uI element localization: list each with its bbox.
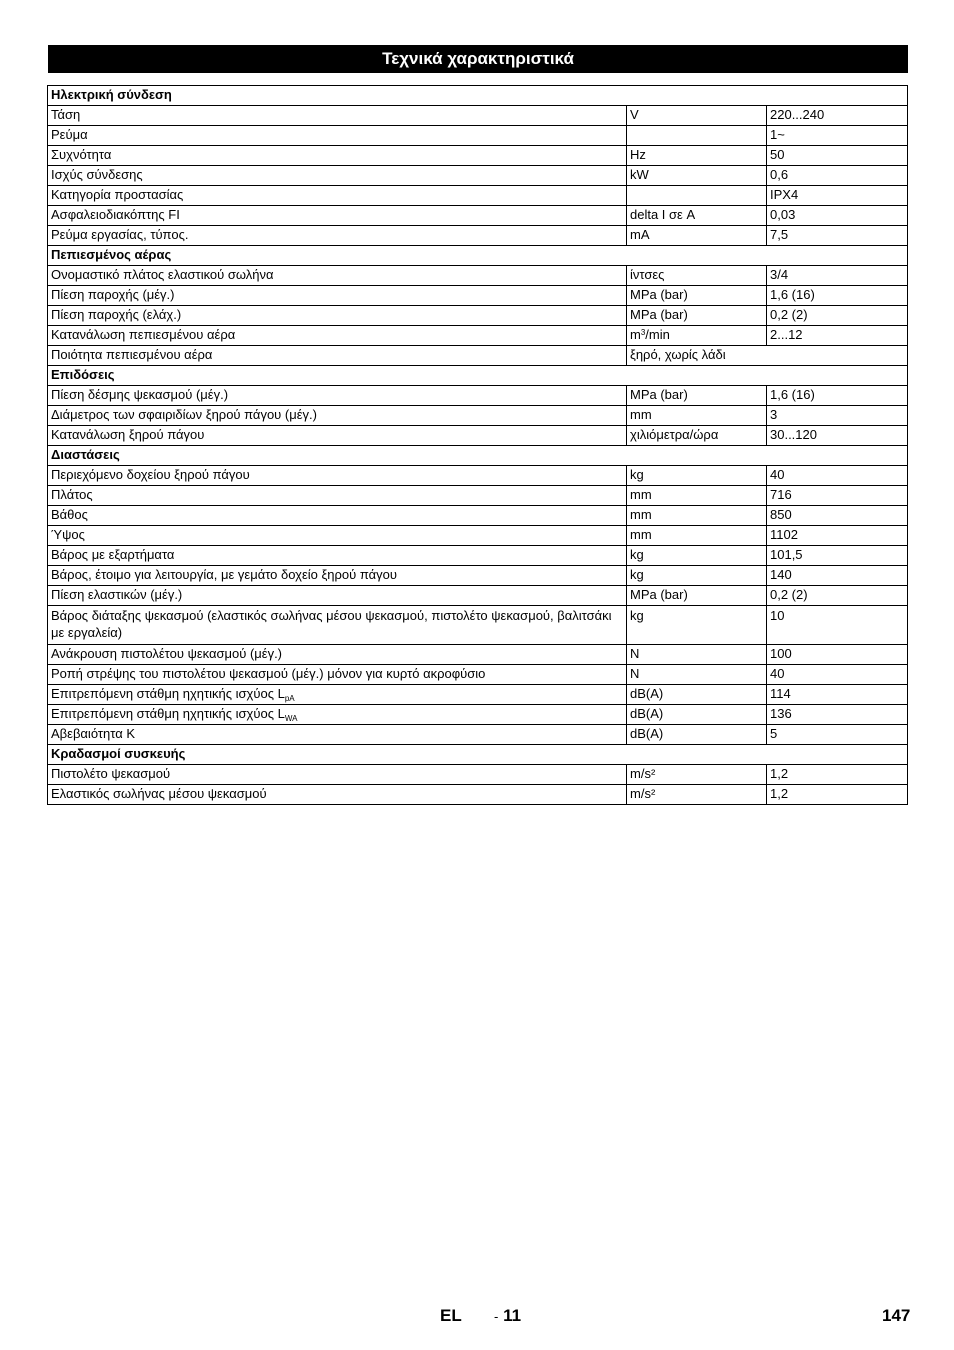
row-unit-cell xyxy=(627,346,908,366)
row-label-cell xyxy=(48,725,627,745)
table-row xyxy=(48,765,908,785)
row-label-cell xyxy=(48,306,627,326)
row-unit: m/s² xyxy=(630,786,656,801)
section-header-row xyxy=(48,446,908,466)
row-value-cell xyxy=(767,705,908,725)
row-label-cell xyxy=(48,406,627,426)
table-row xyxy=(48,426,908,446)
row-value-cell xyxy=(767,306,908,326)
row-unit-cell xyxy=(627,106,767,126)
row-value-cell xyxy=(767,725,908,745)
row-unit-cell xyxy=(627,586,767,606)
row-unit-cell xyxy=(627,286,767,306)
section-title: Διαστάσεις xyxy=(48,446,908,466)
row-label-cell xyxy=(48,386,627,406)
row-label: Ροπή στρέψης του πιστολέτου ψεκασμού (μέγ.) μόνον για κυρτό ακροφύσιο xyxy=(51,666,486,681)
row-label: Βάρος διάταξης ψεκασμού (ελαστικός σωλήνας μέσου ψεκασμού, πιστολέτο ψεκασμού, βαλιτσάκι με εργαλεία) xyxy=(51,608,612,640)
row-value-cell xyxy=(767,765,908,785)
row-label-cell xyxy=(48,466,627,486)
row-unit-cell xyxy=(627,266,767,286)
footer-page-number: 147 xyxy=(882,1306,911,1325)
row-label: Ρεύμα xyxy=(51,127,88,142)
row-label: Ρεύμα εργασίας, τύπος. xyxy=(51,227,189,242)
table-row xyxy=(48,606,908,645)
row-unit: dB(A) xyxy=(630,706,664,721)
row-label-cell xyxy=(48,606,627,645)
section-title: Πεπιεσμένος αέρας xyxy=(48,246,908,266)
row-value: 30...120 xyxy=(770,427,817,442)
table-row xyxy=(48,566,908,586)
row-unit-cell xyxy=(627,765,767,785)
row-value: 716 xyxy=(770,487,792,502)
table-row xyxy=(48,466,908,486)
row-value-cell xyxy=(767,466,908,486)
row-unit-cell xyxy=(627,226,767,246)
section-header-row xyxy=(48,246,908,266)
section-header-row xyxy=(48,366,908,386)
row-unit-superscript: 3 xyxy=(640,328,646,337)
row-label-cell xyxy=(48,206,627,226)
row-unit: m xyxy=(630,327,641,342)
row-unit: MPa (bar) xyxy=(630,387,688,402)
footer-section-page-number: 11 xyxy=(503,1306,522,1325)
row-value: 10 xyxy=(770,608,785,623)
row-unit: kg xyxy=(630,567,644,582)
row-unit: mA xyxy=(630,227,650,242)
row-label: Ελαστικός σωλήνας μέσου ψεκασμού xyxy=(51,786,267,801)
table-row xyxy=(48,306,908,326)
specifications-table xyxy=(47,85,908,805)
row-label-cell xyxy=(48,426,627,446)
row-unit: kg xyxy=(630,467,644,482)
table-row xyxy=(48,286,908,306)
row-label: Κατηγορία προστασίας xyxy=(51,187,184,202)
table-row xyxy=(48,705,908,725)
row-label-cell xyxy=(48,226,627,246)
row-value: 1~ xyxy=(770,127,785,142)
row-value-cell xyxy=(767,506,908,526)
row-unit: mm xyxy=(630,487,652,502)
row-value: 7,5 xyxy=(770,227,789,242)
table-row xyxy=(48,725,908,745)
row-unit: ίντσες xyxy=(630,267,665,282)
row-value-cell xyxy=(767,106,908,126)
row-label: Ονομαστικό πλάτος ελαστικού σωλήνα xyxy=(51,267,274,282)
row-unit-cell xyxy=(627,466,767,486)
row-value-cell xyxy=(767,486,908,506)
row-label: Επιτρεπόμενη στάθμη ηχητικής ισχύος L xyxy=(51,686,285,701)
row-label: Ισχύς σύνδεσης xyxy=(51,167,143,182)
row-unit: mm xyxy=(630,407,652,422)
row-value-cell xyxy=(767,546,908,566)
table-row xyxy=(48,326,908,346)
row-value-cell xyxy=(767,566,908,586)
table-row xyxy=(48,645,908,665)
row-label-cell xyxy=(48,785,627,805)
row-value-cell xyxy=(767,226,908,246)
footer-dash: - xyxy=(494,1309,499,1324)
row-value: 5 xyxy=(770,726,778,741)
table-row xyxy=(48,266,908,286)
row-label-cell xyxy=(48,326,627,346)
row-unit: MPa (bar) xyxy=(630,307,688,322)
row-unit-cell xyxy=(627,665,767,685)
row-value: 40 xyxy=(770,666,785,681)
row-label-cell xyxy=(48,126,627,146)
row-label-subscript: pA xyxy=(284,694,295,703)
row-unit: mm xyxy=(630,507,652,522)
row-value: 140 xyxy=(770,567,792,582)
section-title: Κραδασμοί συσκευής xyxy=(48,745,908,765)
row-value-cell xyxy=(767,606,908,645)
row-label-cell xyxy=(48,566,627,586)
table-row xyxy=(48,346,908,366)
row-value: 114 xyxy=(770,686,791,701)
row-unit: ξηρό, χωρίς λάδι xyxy=(630,347,726,362)
row-value-cell xyxy=(767,166,908,186)
row-label-cell xyxy=(48,286,627,306)
row-unit: χιλιόμετρα/ώρα xyxy=(630,427,719,442)
row-unit-cell xyxy=(627,785,767,805)
row-unit-cell xyxy=(627,546,767,566)
row-label-cell xyxy=(48,705,627,725)
row-label: Βάρος, έτοιμο για λειτουργία, με γεμάτο δοχείο ξηρού πάγου xyxy=(51,567,398,582)
row-label: Ανάκρουση πιστολέτου ψεκασμού (μέγ.) xyxy=(51,646,283,661)
row-unit: kg xyxy=(630,608,644,623)
row-unit: kg xyxy=(630,547,644,562)
row-value-cell xyxy=(767,665,908,685)
row-label-subscript: WA xyxy=(284,714,298,723)
row-label: Πλάτος xyxy=(51,487,93,502)
footer-language: EL xyxy=(440,1306,462,1325)
row-unit: dB(A) xyxy=(630,686,664,701)
row-label: Επιτρεπόμενη στάθμη ηχητικής ισχύος L xyxy=(51,706,285,721)
row-unit-cell xyxy=(627,126,767,146)
section-title: Ηλεκτρική σύνδεση xyxy=(48,86,908,106)
row-unit-cell xyxy=(627,386,767,406)
table-row xyxy=(48,126,908,146)
row-unit: N xyxy=(630,646,640,661)
row-value: 0,2 (2) xyxy=(770,587,808,602)
row-value-cell xyxy=(767,785,908,805)
row-value-cell xyxy=(767,645,908,665)
table-row xyxy=(48,586,908,606)
table-row xyxy=(48,546,908,566)
row-unit-cell xyxy=(627,326,767,346)
table-row xyxy=(48,206,908,226)
row-value: 2...12 xyxy=(770,327,803,342)
row-unit-cell xyxy=(627,645,767,665)
row-label: Πίεση παροχής (ελάχ.) xyxy=(51,307,182,322)
row-value-cell xyxy=(767,286,908,306)
row-value: 220...240 xyxy=(770,107,825,122)
table-row xyxy=(48,785,908,805)
row-value-cell xyxy=(767,586,908,606)
section-title: Επιδόσεις xyxy=(48,366,908,386)
row-label: Πίεση δέσμης ψεκασμού (μέγ.) xyxy=(51,387,229,402)
row-label: Ασφαλειοδιακόπτης FI xyxy=(51,207,180,222)
row-label: Κατανάλωση ξηρού πάγου xyxy=(51,427,205,442)
row-value: 40 xyxy=(770,467,785,482)
table-row xyxy=(48,486,908,506)
row-unit: MPa (bar) xyxy=(630,287,688,302)
row-value: 50 xyxy=(770,147,785,162)
row-unit-cell xyxy=(627,606,767,645)
row-label-cell xyxy=(48,546,627,566)
row-label-cell xyxy=(48,346,627,366)
row-value: 136 xyxy=(770,706,792,721)
row-unit-suffix: /min xyxy=(645,327,670,342)
section-header-row xyxy=(48,86,908,106)
row-value: 1,6 (16) xyxy=(770,387,815,402)
row-unit-cell xyxy=(627,566,767,586)
row-value: 100 xyxy=(770,646,792,661)
row-unit: m/s² xyxy=(630,766,656,781)
row-value-cell xyxy=(767,126,908,146)
row-value-cell xyxy=(767,266,908,286)
row-value: 0,6 xyxy=(770,167,789,182)
row-label-cell xyxy=(48,665,627,685)
row-label-cell xyxy=(48,685,627,705)
page-title: Τεχνικά χαρακτηριστικά xyxy=(48,45,908,73)
row-value-cell xyxy=(767,326,908,346)
row-label-cell xyxy=(48,146,627,166)
row-unit-cell xyxy=(627,206,767,226)
table-row xyxy=(48,386,908,406)
row-value-cell xyxy=(767,685,908,705)
row-value: 101,5 xyxy=(770,547,803,562)
row-value: 0,2 (2) xyxy=(770,307,808,322)
row-unit-cell xyxy=(627,705,767,725)
row-value: 850 xyxy=(770,507,792,522)
table-row xyxy=(48,106,908,126)
row-label-cell xyxy=(48,186,627,206)
row-value: 3 xyxy=(770,407,778,422)
row-unit-cell xyxy=(627,146,767,166)
row-label-cell xyxy=(48,765,627,785)
row-value-cell xyxy=(767,206,908,226)
row-unit-cell xyxy=(627,186,767,206)
table-row xyxy=(48,665,908,685)
row-unit-cell xyxy=(627,506,767,526)
table-row xyxy=(48,226,908,246)
row-label: Κατανάλωση πεπιεσμένου αέρα xyxy=(51,327,236,342)
row-label-cell xyxy=(48,506,627,526)
row-label-cell xyxy=(48,106,627,126)
table-row xyxy=(48,526,908,546)
table-row xyxy=(48,146,908,166)
table-row xyxy=(48,685,908,705)
row-label: Διάμετρος των σφαιριδίων ξηρού πάγου (μέγ.) xyxy=(51,407,317,422)
row-value: 0,03 xyxy=(770,207,796,222)
row-label-cell xyxy=(48,526,627,546)
row-value-cell xyxy=(767,526,908,546)
row-value: 1,2 xyxy=(770,786,789,801)
row-value-cell xyxy=(767,146,908,166)
row-label-cell xyxy=(48,486,627,506)
row-unit: N xyxy=(630,666,640,681)
row-label: Πιστολέτο ψεκασμού xyxy=(51,766,171,781)
row-label: Ποιότητα πεπιεσμένου αέρα xyxy=(51,347,213,362)
row-unit-cell xyxy=(627,166,767,186)
row-value-cell xyxy=(767,386,908,406)
row-unit: Hz xyxy=(630,147,646,162)
row-unit-cell xyxy=(627,486,767,506)
row-label: Πίεση παροχής (μέγ.) xyxy=(51,287,175,302)
table-row xyxy=(48,166,908,186)
row-value: 1,2 xyxy=(770,766,789,781)
row-unit-cell xyxy=(627,306,767,326)
row-value: 1102 xyxy=(770,527,798,542)
table-row xyxy=(48,186,908,206)
row-unit: mm xyxy=(630,527,652,542)
row-label-cell xyxy=(48,586,627,606)
row-unit-cell xyxy=(627,426,767,446)
row-label: Βάρος με εξαρτήματα xyxy=(51,547,175,562)
row-value: 1,6 (16) xyxy=(770,287,815,302)
row-value-cell xyxy=(767,186,908,206)
row-label: Ύψος xyxy=(51,527,85,542)
row-label: Αβεβαιότητα K xyxy=(51,726,135,741)
row-label-cell xyxy=(48,266,627,286)
footer-section-page xyxy=(494,1306,521,1326)
table-row xyxy=(48,506,908,526)
row-unit: V xyxy=(630,107,639,122)
row-value-cell xyxy=(767,406,908,426)
row-label: Πίεση ελαστικών (μέγ.) xyxy=(51,587,183,602)
row-label: Τάση xyxy=(51,107,81,122)
row-label: Βάθος xyxy=(51,507,88,522)
row-unit: dB(A) xyxy=(630,726,664,741)
row-label-cell xyxy=(48,645,627,665)
row-unit: kW xyxy=(630,167,649,182)
row-value-cell xyxy=(767,426,908,446)
row-label: Συχνότητα xyxy=(51,147,112,162)
row-label-cell xyxy=(48,166,627,186)
row-unit-cell xyxy=(627,685,767,705)
table-row xyxy=(48,406,908,426)
row-unit-cell xyxy=(627,725,767,745)
row-value: IPX4 xyxy=(770,187,799,202)
row-value: 3/4 xyxy=(770,267,789,282)
row-unit: MPa (bar) xyxy=(630,587,688,602)
section-header-row xyxy=(48,745,908,765)
row-unit-cell xyxy=(627,526,767,546)
row-unit-cell xyxy=(627,406,767,426)
row-label: Περιεχόμενο δοχείου ξηρού πάγου xyxy=(51,467,250,482)
row-unit: delta I σε A xyxy=(630,207,696,222)
